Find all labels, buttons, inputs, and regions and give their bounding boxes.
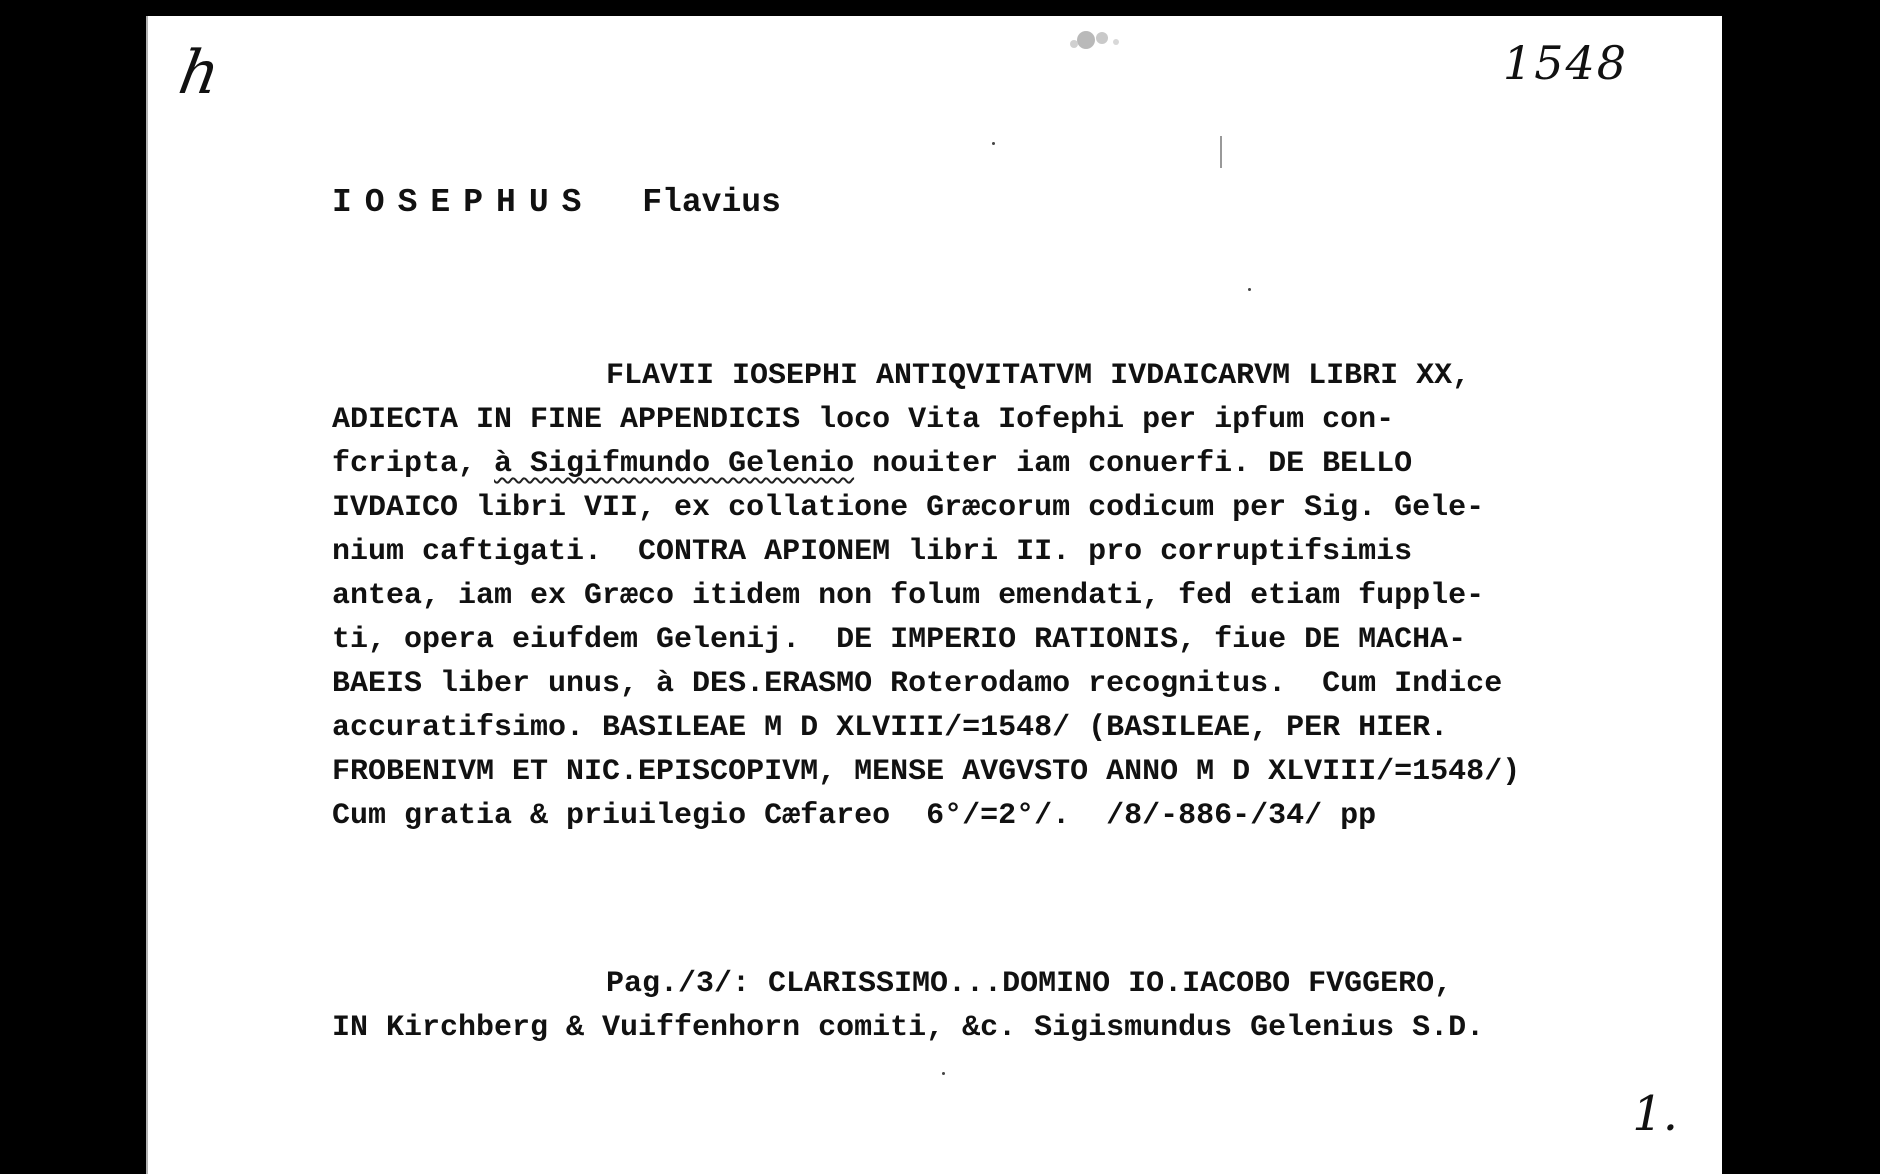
title-description	[332, 354, 1692, 838]
speck	[1248, 288, 1251, 291]
card-heading	[332, 184, 781, 221]
card-edge	[146, 16, 148, 1174]
text-line: Pag./3/: CLARISSIMO...DOMINO IO.IACOBO FVGGERO,	[606, 967, 1453, 1001]
text-line: IN Kirchberg & Vuiffenhorn comiti, &c. Sigismundus Gelenius S.D.	[332, 1011, 1485, 1045]
speck	[992, 142, 995, 145]
text-line: nium caftigati. CONTRA APIONEM libri II. pro corruptifsimis	[332, 535, 1413, 569]
handwritten-mark-top-left: h	[173, 38, 225, 108]
text-line	[332, 442, 1692, 486]
text-line: FROBENIVM ET NIC.EPISCOPIVM, MENSE AVGVSTO ANNO M D XLVIII/=1548/)	[332, 755, 1521, 789]
text-segment: fcripta,	[332, 447, 495, 481]
text-line: ADIECTA IN FINE APPENDICIS loco Vita Iofephi per ipfum con-	[332, 403, 1395, 437]
author-surname: IOSEPHUS	[332, 184, 595, 221]
stray-mark	[1220, 136, 1222, 168]
text-line: ti, opera eiufdem Gelenij. DE IMPERIO RATIONIS, fiue DE MACHA-	[332, 623, 1467, 657]
catalog-card	[146, 16, 1732, 1174]
text-line: FLAVII IOSEPHI ANTIQVITATVM IVDAICARVM LIBRI XX,	[606, 359, 1471, 393]
handwritten-card-number: 1.	[1632, 1086, 1678, 1142]
author-name: Flavius	[642, 184, 781, 221]
text-line: IVDAICO libri VII, ex collatione Græcorum codicum per Sig. Gele-	[332, 491, 1485, 525]
speck	[942, 1072, 945, 1075]
text-line: accuratifsimo. BASILEAE M D XLVIII/=1548/ (BASILEAE, PER HIER.	[332, 711, 1449, 745]
text-line: antea, iam ex Græco itidem non folum emendati, fed etiam fupple-	[332, 579, 1485, 613]
text-segment: nouiter iam conuerfi. DE BELLO	[854, 447, 1413, 481]
smudge-mark	[1056, 26, 1136, 56]
underlined-name: à Sigifmundo Gelenio	[494, 447, 855, 481]
handwritten-year: 1548	[1502, 36, 1628, 90]
dedication	[332, 962, 1692, 1050]
text-line: Cum gratia & priuilegio Cæfareo 6°/=2°/. /8/-886-/34/ pp	[332, 799, 1377, 833]
text-line: BAEIS liber unus, à DES.ERASMO Roterodamo recognitus. Cum Indice	[332, 667, 1503, 701]
